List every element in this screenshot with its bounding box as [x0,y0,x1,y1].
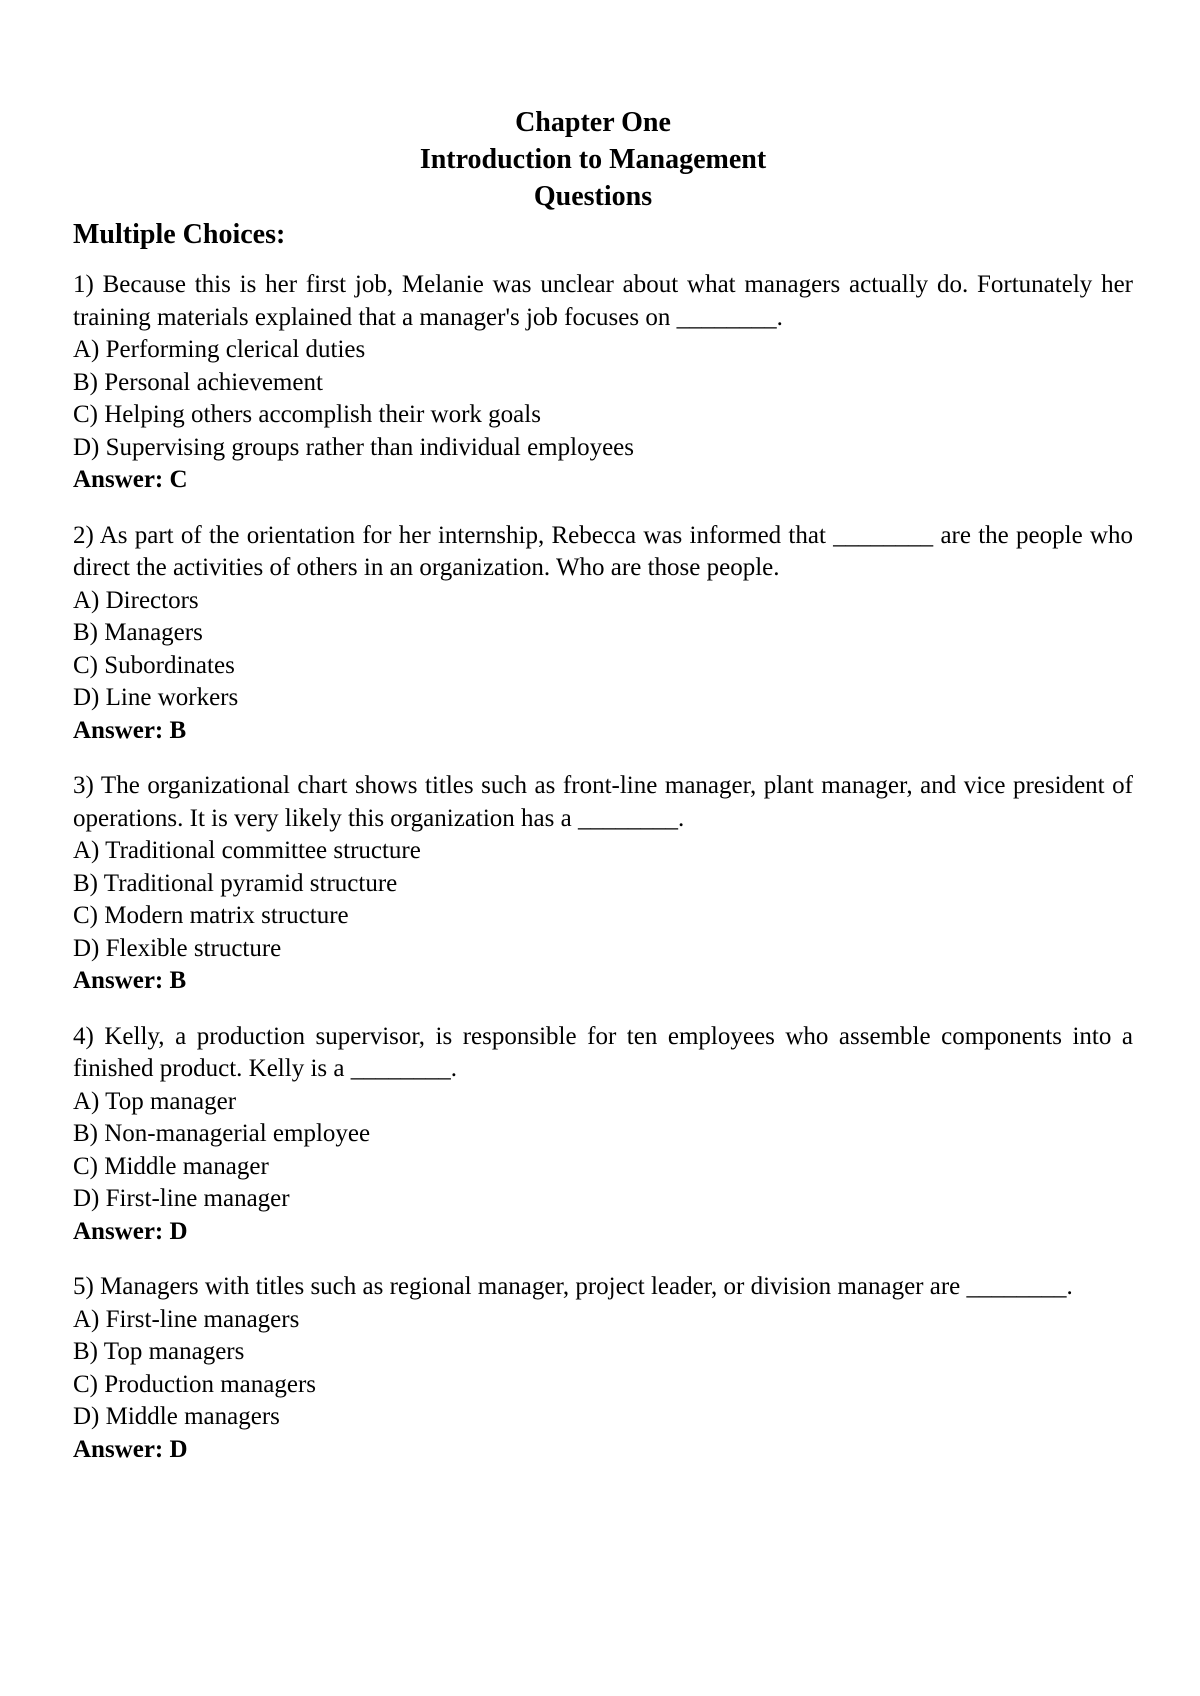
option-c: C) Subordinates [73,651,235,679]
option-d: D) First-line manager [73,1185,290,1212]
option-d: D) Supervising groups rather than individual employees [73,433,634,461]
option-b: B) Managers [73,619,203,646]
questions-heading: Questions [533,181,653,212]
question-stem: 5) Managers with titles such as regional manager, project leader, or division manager are ________. [73,1273,1073,1300]
question-3 [73,770,1133,998]
question-2 [73,520,1133,748]
answer-key: Answer: B [73,716,187,744]
option-list [73,585,1133,715]
option-d: D) Flexible structure [73,934,282,962]
option-c: C) Production managers [73,1370,317,1398]
option-b: B) Non-managerial employee [73,1120,371,1147]
question-stem: 4) Kelly, a production supervisor, is responsible for ten employees who assemble components into a finished product. Kelly is a ________. [73,1022,1133,1082]
option-a: A) Top manager [73,1087,237,1115]
option-list [73,1086,1133,1216]
option-d: D) Middle managers [73,1403,280,1430]
answer-key: Answer: B [73,967,187,994]
answer-key: Answer: C [73,466,188,493]
question-4 [73,1021,1133,1249]
option-d: D) Line workers [73,684,239,711]
option-b: B) Traditional pyramid structure [73,869,398,897]
option-b: B) Top managers [73,1338,245,1365]
question-1 [73,269,1133,497]
answer-key: Answer: D [73,1435,188,1463]
section-heading: Multiple Choices: [73,219,286,250]
answer-key: Answer: D [73,1217,188,1245]
option-list [73,835,1133,965]
chapter-title: Chapter One [515,107,671,138]
question-stem: 2) As part of the orientation for her internship, Rebecca was informed that ________ are the people who direct the activities of others in an organization. Who are those people. [73,521,1133,581]
option-a: A) Performing clerical duties [73,336,366,363]
chapter-subtitle: Introduction to Management [419,144,767,175]
document-page [73,104,1133,1489]
option-c: C) Modern matrix structure [73,902,349,929]
question-5 [73,1271,1133,1466]
title-block [53,104,1133,215]
question-stem: 3) The organizational chart shows titles such as front-line manager, plant manager, and vice president of operations. It is very likely this organization has a ________. [73,772,1133,832]
option-a: A) Directors [73,586,199,614]
option-list [73,334,1133,464]
option-c: C) Middle manager [73,1152,269,1180]
option-list [73,1304,1133,1434]
option-a: A) Traditional committee structure [73,837,421,864]
question-stem: 1) Because this is her first job, Melanie was unclear about what managers actually do. Fortunately her training materials explained that a manager's job focuses on ________. [73,271,1133,331]
option-c: C) Helping others accomplish their work goals [73,401,541,428]
option-a: A) First-line managers [73,1305,300,1333]
option-b: B) Personal achievement [73,368,323,396]
